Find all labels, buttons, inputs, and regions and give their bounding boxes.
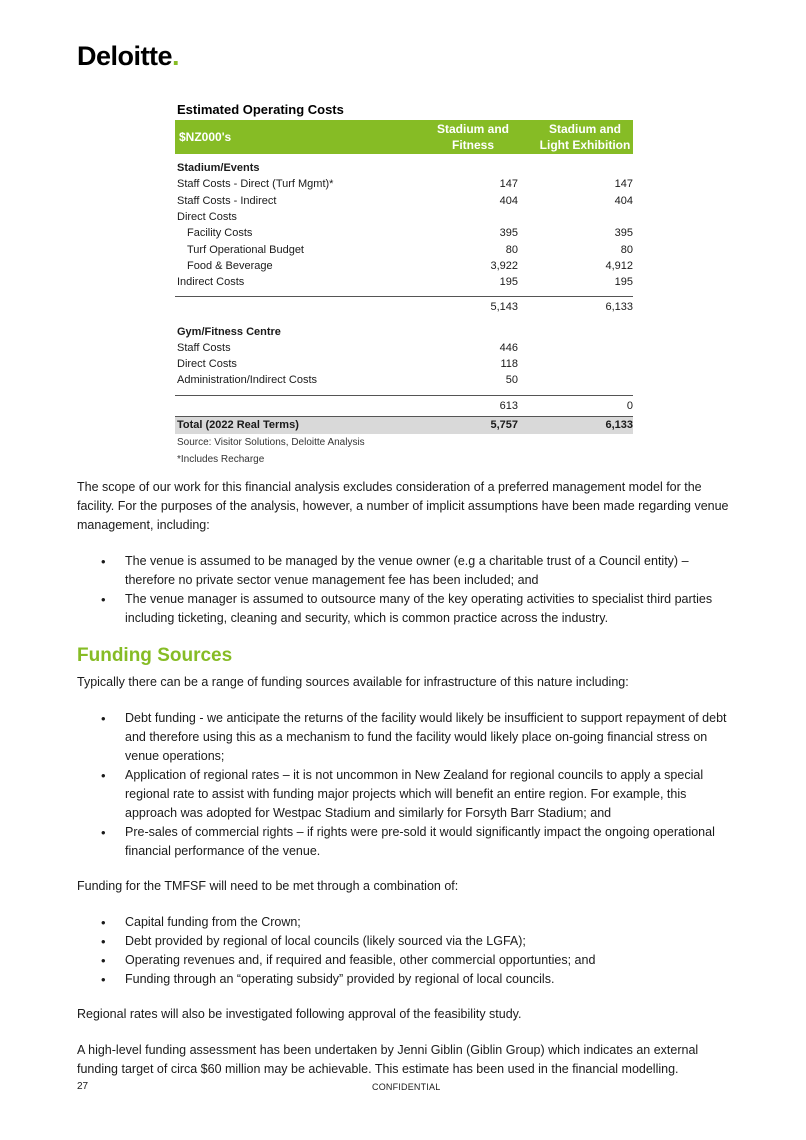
table-row: Facility Costs 395 395 bbox=[187, 227, 633, 240]
table-row: Food & Beverage 3,922 4,912 bbox=[187, 259, 633, 272]
table-note: *Includes Recharge bbox=[177, 453, 265, 465]
list-item: • Pre-sales of commercial rights – if rights were pre-sold it would significantly impact the ongoing operational financial performance of the venue. bbox=[77, 823, 729, 861]
bullet-list bbox=[77, 913, 729, 989]
gym-subtotal-row: 613 0 bbox=[175, 395, 633, 416]
table-row: Turf Operational Budget 80 80 bbox=[187, 243, 633, 256]
stadium-subtotal-row: 5,143 6,133 bbox=[175, 297, 633, 318]
header-unit: $NZ000's bbox=[175, 120, 428, 154]
page-number: 27 bbox=[77, 1081, 89, 1092]
header-col2: Stadium and Light Exhibition bbox=[537, 120, 633, 154]
paragraph: A high-level funding assessment has been undertaken by Jenni Giblin (Giblin Group) which indicates an external funding target of circa $60 million may be achievable. This estimate has been used in the financial modelling. bbox=[77, 1043, 699, 1076]
list-item: • The venue is assumed to be managed by the venue owner (e.g a charitable trust of a Council entity) – therefore no private sector venue management fee has been included; and bbox=[77, 552, 729, 590]
list-item: • Capital funding from the Crown; bbox=[77, 913, 729, 932]
table-title: Estimated Operating Costs bbox=[177, 102, 344, 117]
list-item: • Debt funding - we anticipate the returns of the facility would likely be insufficient to support repayment of debt and therefore using this as a mechanism to fund the facility would likely place on-going financial stress on venue operations; bbox=[77, 709, 729, 766]
table-header-row bbox=[175, 120, 633, 154]
operating-costs-table bbox=[175, 120, 633, 434]
list-item: • The venue manager is assumed to outsource many of the key operating activities to specialist third parties including ticketing, cleaning and security, which is common practice across the industry. bbox=[77, 590, 729, 628]
table-row: Indirect Costs 195 195 bbox=[177, 276, 633, 289]
confidential-label: CONFIDENTIAL bbox=[372, 1082, 441, 1092]
section-heading: Gym/Fitness Centre bbox=[177, 325, 281, 338]
table-row: Direct Costs 118 bbox=[177, 358, 518, 371]
list-item: • Funding through an “operating subsidy” provided by regional of local councils. bbox=[77, 970, 729, 989]
table-row: Administration/Indirect Costs 50 bbox=[177, 374, 518, 387]
list-item: • Application of regional rates – it is not uncommon in New Zealand for regional councils to apply a special regional rate to assist with funding major projects which will benefit an entire region. For example, this approach was adopted for Westpac Stadium and similarly for Forsyth Barr Stadium; and bbox=[77, 766, 729, 823]
list-item: • Operating revenues and, if required and feasible, other commercial opportunties; and bbox=[77, 951, 729, 970]
table-source: Source: Visitor Solutions, Deloitte Analysis bbox=[177, 436, 365, 448]
table-row: Staff Costs 446 bbox=[177, 341, 518, 354]
table-row: Staff Costs - Indirect 404 404 bbox=[177, 194, 633, 207]
deloitte-logo: Deloitte. bbox=[77, 41, 180, 71]
paragraph: The scope of our work for this financial analysis excludes consideration of a preferred management model for the facility. For the purposes of the analysis, however, a number of implicit assumptions have been made regarding venue management, including: bbox=[77, 480, 729, 532]
header-col1: Stadium and Fitness bbox=[428, 120, 518, 154]
bullet-list bbox=[77, 709, 729, 861]
table-row: Staff Costs - Direct (Turf Mgmt)* 147 147 bbox=[177, 178, 633, 191]
table-row: Direct Costs bbox=[177, 211, 237, 224]
list-item: • Debt provided by regional of local councils (likely sourced via the LGFA); bbox=[77, 932, 729, 951]
paragraph: Funding for the TMFSF will need to be met through a combination of: bbox=[77, 879, 459, 893]
paragraph: Regional rates will also be investigated following approval of the feasibility study. bbox=[77, 1007, 522, 1021]
total-row: Total (2022 Real Terms) 5,757 6,133 bbox=[175, 416, 633, 434]
section-heading-funding-sources: Funding Sources bbox=[77, 645, 233, 666]
bullet-list bbox=[77, 552, 729, 628]
section-heading: Stadium/Events bbox=[177, 162, 260, 175]
paragraph: Typically there can be a range of funding sources available for infrastructure of this nature including: bbox=[77, 675, 629, 689]
body-content bbox=[77, 478, 729, 1096]
operating-costs-table-block bbox=[175, 102, 633, 468]
